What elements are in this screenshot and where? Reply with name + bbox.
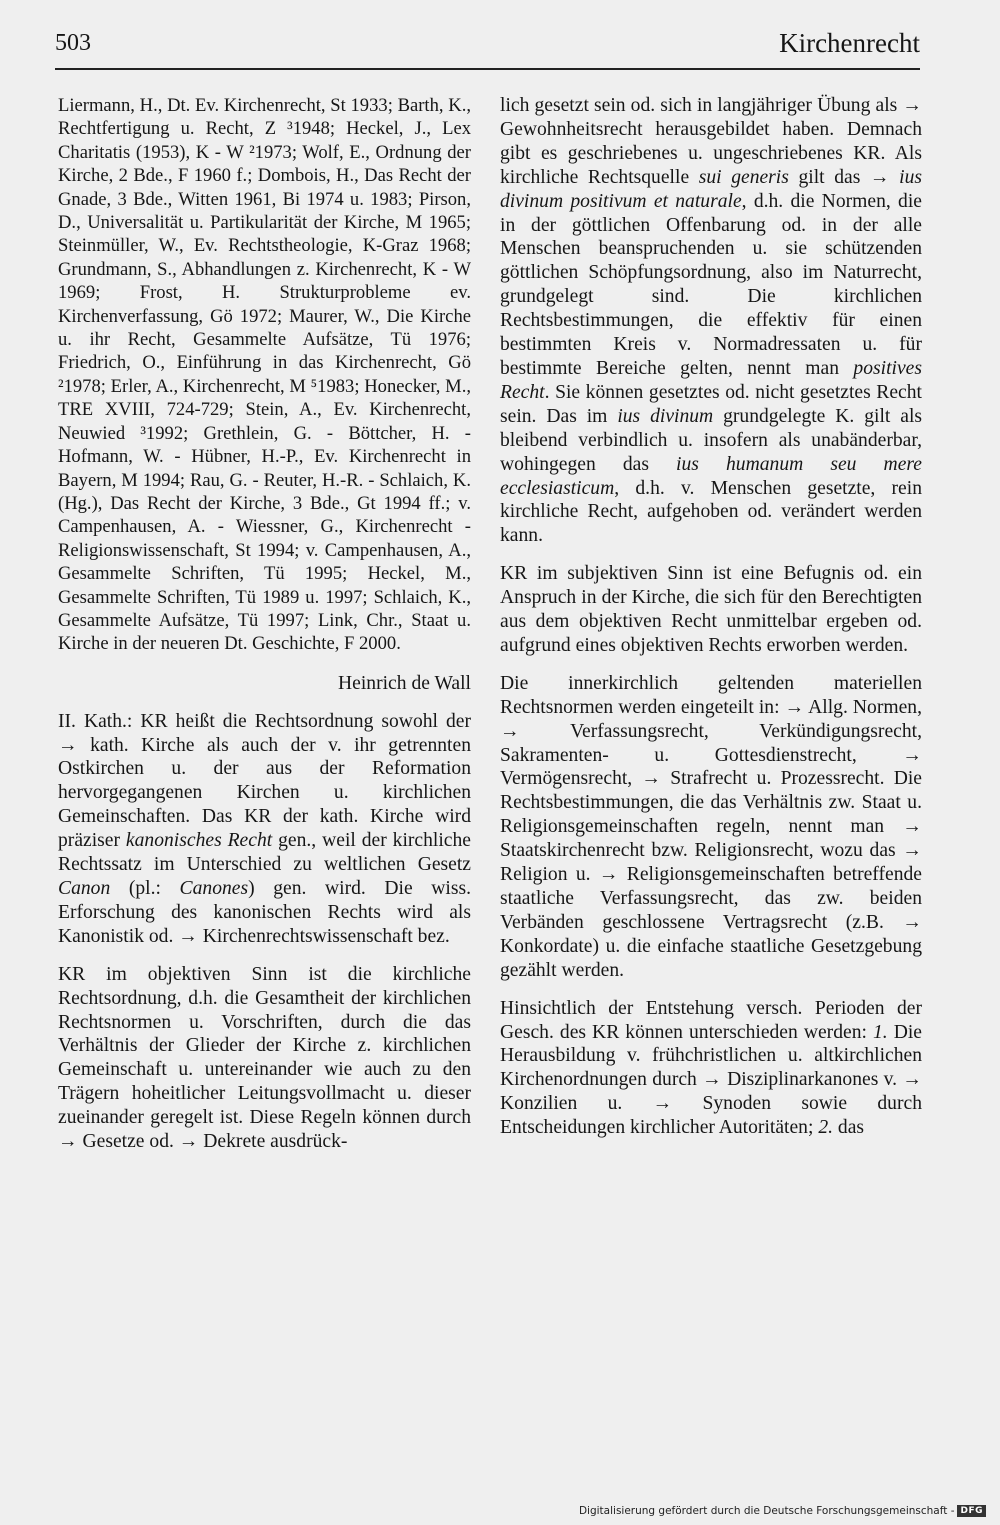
paragraph-continuation: lich gesetzt sein od. sich in langjähriger Übung als → Gewohnheitsrecht herausgebildet haben. Demnach gibt es geschriebenes u. ungeschriebenes KR. Als kirchliche Rechtsquelle sui generis gilt das → ius divinum positivum et naturale, d.h. die Normen, die in der göttlichen Offenbarung od. in der alle Menschen beanspruchenden u. sie schützenden göttlichen Schöpfungsordnung, also im Naturrecht, grundgelegt sind. Die kirchlichen Rechtsbestimmungen, die effektiv für einen bestimmten Kreis v. Normadressaten u. für bestimmte Bereiche gelten, nennt man positives Recht. Sie können gesetztes od. nicht gesetztes Recht sein. Das im ius divinum grundgelegte K. gilt als bleibend verbindlich u. insofern als unabänderbar, wohingegen das ius humanum seu mere ecclesiasticum, d.h. v. Menschen gesetzte, rein kirchliche Recht, aufgehoben od. verändert werden kann. xyxy=(500,95,923,547)
author-signature: Heinrich de Wall xyxy=(338,672,471,694)
running-title: Kirchenrecht xyxy=(779,28,920,58)
bibliography: Liermann, H., Dt. Ev. Kirchenrecht, St 1933; Barth, K., Rechtfertigung u. Recht, Z ³1948; Heckel, J., Lex Charitatis (1953), K - W ²1973; Wolf, E., Ordnung der Kirche, 2 Bde., F 1960 f.; Dombois, H., Das Recht der Gnade, 3 Bde., Witten 1961, Bi 1974 u. 1983; Pirson, D., Universalität u. Partikularität der Kirche, M 1965; Steinmüller, W., Ev. Rechtstheologie, K-Graz 1968; Grundmann, S., Abhandlungen z. Kirchenrecht, K - W 1969; Frost, H. Strukturprobleme ev. Kirchenverfassung, Gö 1972; Maurer, W., Die Kirche u. ihr Recht, Gesammelte Aufsätze, Tü 1976; Friedrich, O., Einführung in das Kirchenrecht, Gö ²1978; Erler, A., Kirchenrecht, M ⁵1983; Honecker, M., TRE XVIII, 724-729; Stein, A., Ev. Kirchenrecht, Neuwied ³1992; Grethlein, G. - Böttcher, H. - Hofmann, W. - Hübner, H.-P., Ev. Kirchenrecht in Bayern, M 1994; Rau, G. - Reuter, H.-R. - Schlaich, K. (Hg.), Das Recht der Kirche, 3 Bde., Gt 1994 ff.; v. Campenhausen, A. - Wiessner, G., Kirchenrecht - Religionswissenschaft, St 1994; v. Campenhausen, A., Gesammelte Schriften, Tü 1995; Heckel, M., Gesammelte Schriften, Tü 1989 u. 1997; Schlaich, K., Gesammelte Aufsätze, Tü 1997; Link, Chr., Staat u. Kirche in der neueren Dt. Geschichte, F 2000. xyxy=(58,95,471,655)
paragraph-objective-sense: KR im objektiven Sinn ist die kirchliche Rechtsordnung, d.h. die Gesamtheit der kirchlichen Rechtsnormen u. Vorschriften, durch die das Verhältnis der Glieder der Kirche z. kirchlichen Gemeinschaft u. untereinander wie auch zu den Trägern hoheitlicher Leitungsvollmacht u. dieser zueinander geregelt ist. Diese Regeln können durch → Gesetze od. → Dekrete ausdrück- xyxy=(58,963,471,1153)
dfg-logo: DFG xyxy=(957,1505,986,1517)
right-column xyxy=(500,94,922,1154)
paragraph-subjective-sense: KR im subjektiven Sinn ist eine Befugnis od. ein Anspruch in der Kirche, die sich für den Berechtigten aus dem objektiven Recht unmittelbar ergeben od. aufgrund eines objektiven Rechts erworben werden. xyxy=(500,563,922,656)
digitization-footer xyxy=(579,1505,986,1517)
left-column xyxy=(58,94,471,1168)
paragraph-legal-norms: Die innerkirchlich geltenden materiellen Rechtsnormen werden eingeteilt in: → Allg. Normen, → Verfassungsrecht, Verkündigungsrecht, Sakramenten- u. Gottesdienstrecht, → Vermögensrecht, → Strafrecht u. Prozessrecht. Die Rechtsbestimmungen, die das Verhältnis zw. Staat u. Religionsgemeinschaften regeln, nennt man → Staatskirchenrecht bzw. Religionsrecht, wozu das → Religion u. → Religionsgemeinschaften betreffende staatliche Verfassungsrecht, das zw. beiden Verbänden geschlossene Vertragsrecht (z.B. → Konkordate) u. die einfache staatliche Gesetzgebung gezählt werden. xyxy=(500,672,922,981)
header-rule xyxy=(55,68,920,70)
paragraph-history-periods: Hinsichtlich der Entstehung versch. Perioden der Gesch. des KR können unterschieden werden: 1. Die Herausbildung v. frühchristlichen u. altkirchlichen Kirchenordnungen durch → Disziplinarkanones v. → Konzilien u. → Synoden sowie durch Entscheidungen kirchlicher Autoritäten; 2. das xyxy=(500,997,922,1139)
page-number: 503 xyxy=(55,30,91,56)
footer-text: Digitalisierung gefördert durch die Deutsche Forschungsgemeinschaft - xyxy=(578,1505,955,1517)
paragraph-kath-intro: II. Kath.: KR heißt die Rechtsordnung sowohl der → kath. Kirche als auch der v. ihr getrennten Ostkirchen u. der aus der Reformation hervorgegangenen Kirchen u. kirchlichen Gemeinschaften. Das KR der kath. Kirche wird präziser kanonisches Recht gen., weil der kirchliche Rechtssatz im Unterschied zu weltlichen Gesetz Canon (pl.: Canones) gen. wird. Die wiss. Erforschung des kanonischen Rechts wird als Kanonistik od. → Kirchenrechtswissenschaft bez. xyxy=(58,710,472,947)
